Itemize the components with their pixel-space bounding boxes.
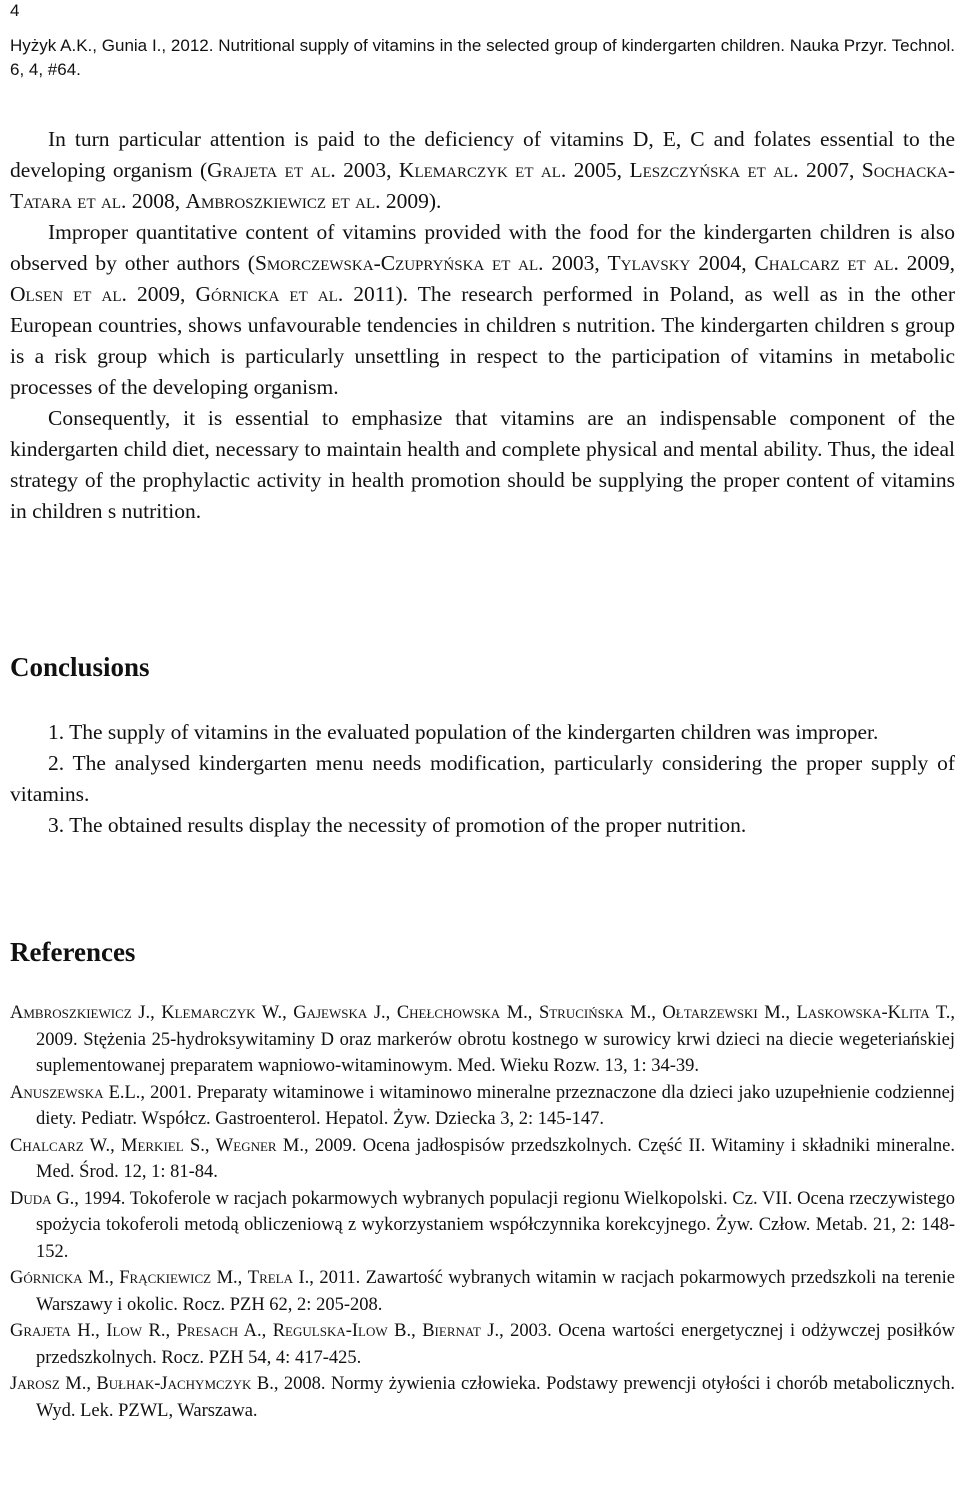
author-name: Górnicka et al: [195, 282, 338, 306]
references-list: [10, 1000, 955, 1424]
conclusions-list: [10, 717, 955, 841]
conclusion-item: 3. The obtained results display the necessity of promotion of the proper nutrition.: [48, 813, 747, 837]
conclusion-item: 2. The analysed kindergarten menu needs modification, particularly considering the proper supply of vitamins.: [10, 751, 955, 806]
author-name: Sochacka-Tatara et al: [10, 158, 956, 213]
paragraph: Improper quantitative content of vitamins provided with the food for the kindergarten children is also observed by other authors (Smorczewska-Czupryńska et al. 2003, Tylavsky 2004, Chalcarz et al. 2009, Olsen et al. 2009, Górnicka et al. 2011). The research performed in Poland, as well as in the other European countries, shows unfavourable tendencies in children s nutrition. The kindergarten children s group is a risk group which is particularly unsettling in respect to the participation of vitamins in metabolic processes of the developing organism.: [10, 220, 955, 399]
author-name: Chełchowska: [396, 1003, 501, 1023]
references-heading: References: [10, 937, 136, 967]
author-name: Górnicka: [10, 1268, 83, 1288]
reference-entry: Górnicka M., Frąckiewicz M., Trela I., 2011. Zawartość wybranych witamin w racjach pokarmowych przedszkoli na terenie Warszawy i okolic. Rocz. PZH 62, 2: 205-208.: [10, 1268, 956, 1315]
paragraph: Consequently, it is essential to emphasize that vitamins are an indispensable component of the kindergarten child diet, necessary to maintain health and complete physical and mental ability. Thus, the ideal strategy of the prophylactic activity in health promotion should be supplying the proper content of vitamins in children s nutrition.: [10, 406, 955, 523]
author-name: Gajewska: [293, 1003, 368, 1023]
author-name: Ambroszkiewicz: [10, 1003, 132, 1023]
author-name: Chalcarz et al: [754, 251, 894, 275]
reference-entry: Duda G., 1994. Tokoferole w racjach pokarmowych wybranych populacji regionu Wielkopolski. Cz. VII. Ocena rzeczywistego spożycia tokoferoli metodą obliczeniową z wykorzystaniem współczynnika korekcyjnego. Żyw. Człow. Metab. 21, 2: 148-152.: [10, 1188, 955, 1262]
author-name: Strucińska: [538, 1003, 624, 1023]
reference-entry: Chalcarz W., Merkiel S., Wegner M., 2009. Ocena jadłospisów przedszkolnych. Część II. Witaminy i składniki mineralne. Med. Środ. 12, 1: 81-84.: [10, 1135, 956, 1182]
author-name: Trela: [247, 1268, 294, 1288]
author-name: Bułhak-Jachymczyk: [96, 1374, 252, 1394]
author-name: Ilow: [106, 1321, 143, 1341]
author-name: Presach: [176, 1321, 239, 1341]
author-name: Jarosz: [10, 1374, 60, 1394]
author-name: Smorczewska-Czupryńska et al: [254, 251, 539, 275]
author-name: Grajeta et al: [207, 158, 331, 182]
author-name: Regulska-Ilow: [272, 1321, 388, 1341]
discussion-text: [10, 124, 955, 527]
author-name: Biernat: [422, 1321, 481, 1341]
author-name: Chalcarz: [10, 1135, 84, 1156]
author-name: Duda: [10, 1188, 52, 1209]
reference-entry: Anuszewska E.L., 2001. Preparaty witaminowe i witaminowo mineralne przeznaczone dla dzieci jako uzupełnienie codziennej diety. Pediatr. Współcz. Gastroenterol. Hepatol. Żyw. Dziecka 3, 2: 145-147.: [10, 1082, 955, 1129]
conclusions-heading: Conclusions: [10, 652, 150, 682]
paragraph: In turn particular attention is paid to the deficiency of vitamins D, E, C and folates essential to the developing organism (Grajeta et al. 2003, Klemarczyk et al. 2005, Leszczyńska et al. 2007, Sochacka-Tatara et al. 2008, Ambroszkiewicz et al. 2009).: [10, 127, 956, 213]
author-name: Tylavsky: [607, 251, 691, 275]
author-name: Grajeta: [10, 1321, 71, 1341]
author-name: Leszczyńska et al: [629, 158, 794, 182]
conclusion-item: 1. The supply of vitamins in the evaluated population of the kindergarten children was improper.: [48, 720, 879, 744]
author-name: Frąckiewicz: [119, 1268, 212, 1288]
author-name: Ołtarzewski: [662, 1003, 758, 1023]
author-name: Olsen et al: [10, 282, 122, 306]
running-header-citation: Hyżyk A.K., Gunia I., 2012. Nutritional supply of vitamins in the selected group of kindergarten children. Nauka Przyr. Technol. 6, 4, #64.: [10, 36, 955, 79]
reference-entry: Grajeta H., Ilow R., Presach A., Regulska-Ilow B., Biernat J., 2003. Ocena wartości energetycznej i odżywczej posiłków przedszkolnych. Rocz. PZH 54, 4: 417-425.: [10, 1321, 955, 1368]
reference-entry: Ambroszkiewicz J., Klemarczyk W., Gajewska J., Chełchowska M., Strucińska M., Ołtarzewski M., Laskowska-Klita T., 2009. Stężenia 25-hydroksywitaminy D oraz markerów obrotu kostnego w surowicy krwi dzieci na diecie wegeteriańskiej suplementowanej preparatem wapniowo-witaminowym. Med. Wieku Rozw. 13, 1: 34-39.: [10, 1003, 955, 1076]
author-name: Wegner: [215, 1135, 277, 1156]
author-name: Merkiel: [121, 1135, 184, 1156]
author-name: Klemarczyk et al: [398, 158, 561, 182]
reference-entry: Jarosz M., Bułhak-Jachymczyk B., 2008. Normy żywienia człowieka. Podstawy prewencji otyłości i chorób metabolicznych. Wyd. Lek. PZWL, Warszawa.: [10, 1374, 955, 1421]
author-name: Ambroszkiewicz et al: [185, 189, 376, 213]
author-name: Klemarczyk: [161, 1003, 256, 1023]
author-name: Laskowska-Klita: [796, 1003, 930, 1023]
author-name: Anuszewska: [10, 1082, 104, 1103]
page-number: 4: [10, 1, 20, 20]
